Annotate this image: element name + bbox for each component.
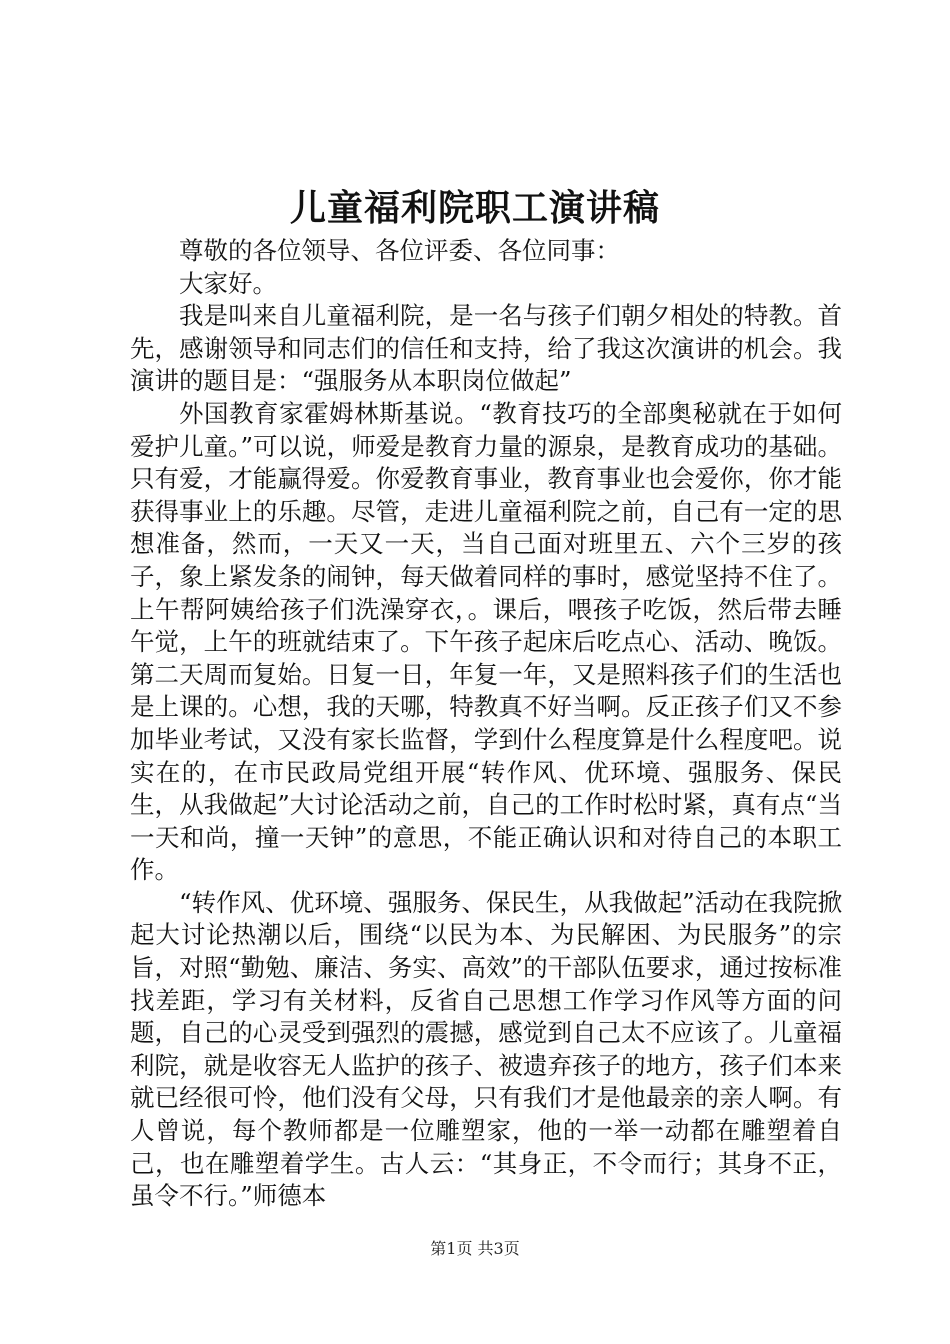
introduction-paragraph: 我是叫来自儿童福利院，是一名与孩子们朝夕相处的特教。首先，感谢领导和同志们的信任和支持，给了我这次演讲的机会。我演讲的题目是：“强服务从本职岗位做起” [130,301,842,396]
document-title: 儿童福利院职工演讲稿 [289,187,660,229]
body-paragraph: 外国教育家霍姆林斯基说。“教育技巧的全部奥秘就在于如何爱护儿童。”可以说，师爱是教育力量的源泉，是教育成功的基础。只有爱，才能赢得爱。你爱教育事业，教育事业也会爱你，你才能获得事业上的乐趣。尽管，走进儿童福利院之前，自己有一定的思想准备，然而，一天又一天，当自己面对班里五、六个三岁的孩子，象上紧发条的闹钟，每天做着同样的事时，感觉坚持不住了。上午帮阿姨给孩子们洗澡穿衣，。课后，喂孩子吃饭，然后带去睡午觉，上午的班就结束了。下午孩子起床后吃点心、活动、晚饭。第二天周而复始。日复一日，年复一年，又是照料孩子们的生活也是上课的。心想，我的天哪，特教真不好当啊。反正孩子们又不参加毕业考试，又没有家长监督，学到什么程度算是什么程度吧。说实在的，在市民政局党组开展“转作风、优环境、强服务、保民生，从我做起”大讨论活动之前，自己的工作时松时紧，真有点“当一天和尚，撞一天钟”的意思，不能正确认识和对待自己的本职工作。 [130,398,842,885]
greeting-paragraph: 大家好。 [179,268,277,298]
body-paragraph: “转作风、优环境、强服务、保民生，从我做起”活动在我院掀起大讨论热潮以后，围绕“以民为本、为民解困、为民服务”的宗旨，对照“勤勉、廉洁、务实、高效”的干部队伍要求，通过按标准找差距，学习有关材料，反省自己思想工作学习作风等方面的问题，自己的心灵受到强烈的震撼，感觉到自己太不应该了。儿童福利院，就是收容无人监护的孩子、被遗弃孩子的地方，孩子们本来就已经很可怜，他们没有父母，只有我们才是他最亲的亲人啊。有人曾说，每个教师都是一位雕塑家，他的一举一动都在雕塑着自己，也在雕塑着学生。古人云：“其身正，不令而行；其身不正，虽令不行。”师德本 [130,887,842,1211]
document-body [130,235,842,1213]
salutation-paragraph: 尊敬的各位领导、各位评委、各位同事： [179,236,620,265]
page-number-footer: 第1页 共3页 [430,1239,520,1258]
